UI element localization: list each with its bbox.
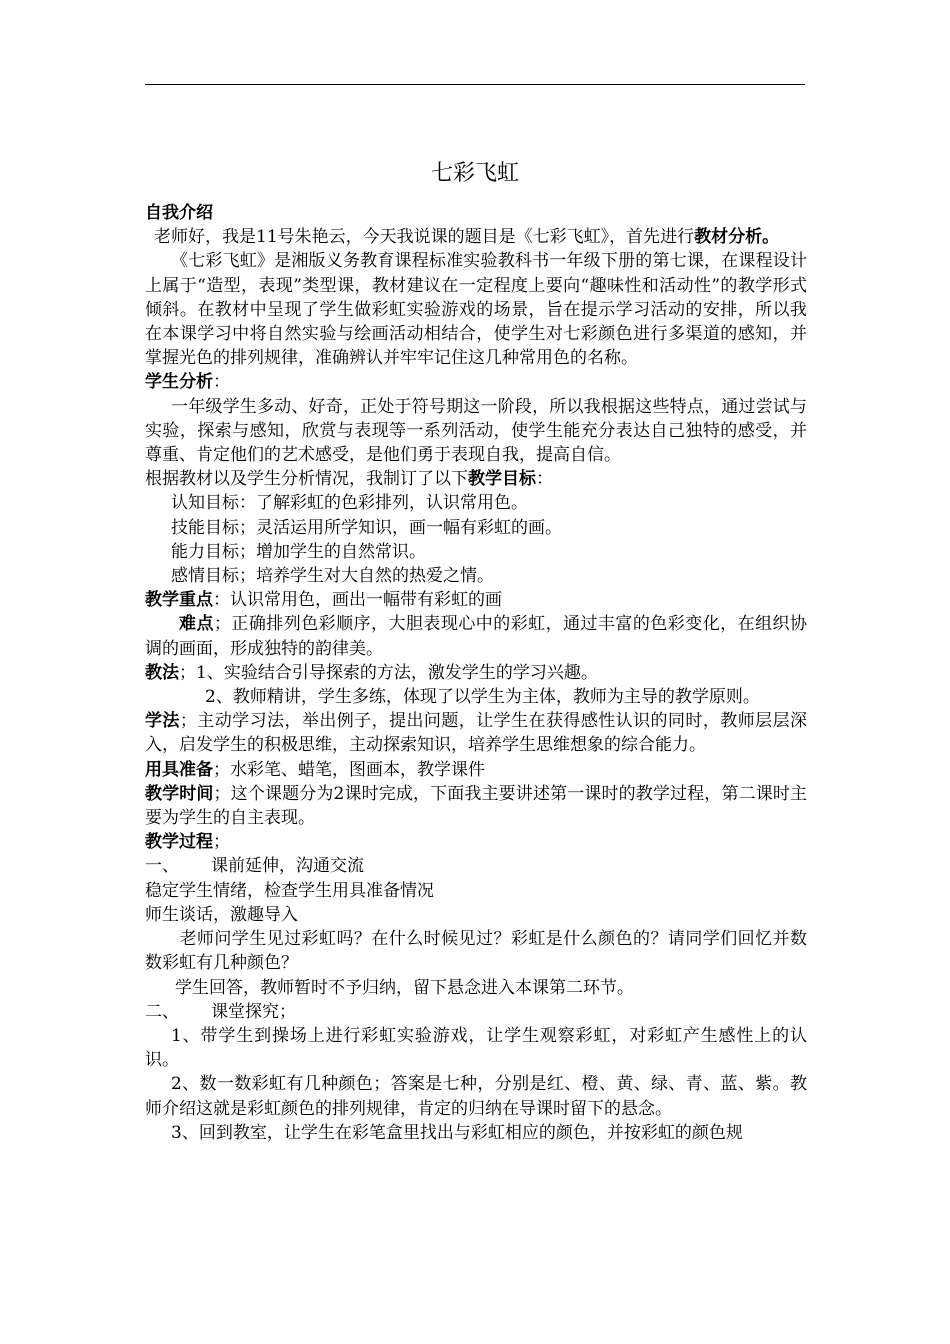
section-1-paragraph bbox=[145, 927, 807, 975]
header-rule bbox=[145, 84, 805, 85]
goals-lead bbox=[145, 467, 807, 491]
goals-lead-text: 根据教材以及学生分析情况，我制订了以下 bbox=[145, 469, 468, 490]
section-2-item: 2、数一数彩虹有几种颜色；答案是七种，分别是红、橙、黄、绿、青、蓝、紫。教师介绍这就是彩虹颜色的排列规律，肯定的归纳在导课时留下的悬念。 bbox=[145, 1074, 807, 1119]
textbook-paragraph: 《七彩飞虹》是湘版义务教育课程标准实验教科书一年级下册的第七课，在课程设计上属于“造型，表现”类型课，教材建议在一定程度上要向“趣味性和活动性”的教学形式倾斜。在教材中呈现了学生做彩虹实验游戏的场景，旨在提示学习活动的安排，所以我在本课学习中将自然实验与绘画活动相结合，使学生对七彩颜色进行多渠道的感知，并掌握光色的排列规律，准确辨认并牢牢记住这几种常用色的名称。 bbox=[145, 251, 807, 369]
section-1-line: 师生谈话，激趣导入 bbox=[145, 904, 298, 925]
document-title: 七彩飞虹 bbox=[430, 161, 519, 186]
key-point-label: 教学重点 bbox=[145, 590, 213, 611]
process-label: 教学过程 bbox=[145, 832, 213, 853]
learning-method bbox=[145, 709, 807, 757]
goal-item: 感情目标；培养学生对大自然的热爱之情。 bbox=[171, 566, 494, 587]
difficulty bbox=[145, 612, 807, 660]
learning-text: ；主动学习法，举出例子，提出问题，让学生在获得感性认识的同时，教师层层深入，启发学生的积极思维，主动探索知识，培养学生思维想象的综合能力。 bbox=[145, 711, 808, 756]
section-1-number: 一、 bbox=[145, 856, 179, 877]
methods-text-1: ；1、实验结合引导探索的方法，激发学生的学习兴趣。 bbox=[179, 662, 598, 683]
goals-heading: 教学目标 bbox=[468, 469, 536, 490]
section-2-number: 二、 bbox=[145, 1001, 179, 1022]
key-point-text: ：认识常用色，画出一幅带有彩虹的画 bbox=[213, 590, 502, 611]
section-1-para-text: 老师问学生见过彩虹吗？在什么时候见过？彩虹是什么颜色的？请同学们回忆并数数彩虹有几种颜色？ bbox=[145, 929, 807, 974]
intro-heading: 自我介绍 bbox=[145, 203, 213, 223]
tools bbox=[145, 758, 807, 782]
methods-item-1 bbox=[145, 661, 807, 685]
section-1-line: 稳定学生情绪，检查学生用具准备情况 bbox=[145, 880, 434, 901]
tools-label: 用具准备 bbox=[145, 759, 213, 780]
time-label: 教学时间 bbox=[145, 783, 214, 804]
students-heading bbox=[145, 370, 807, 394]
students-paragraph: 一年级学生多动、好奇，正处于符号期这一阶段，所以我根据这些特点，通过尝试与实验，探索与感知，欣赏与表现等一系列活动，使学生能充分表达自己独特的感受，并尊重、肯定他们的艺术感受，是他们勇于表现自我，提高自信。 bbox=[145, 396, 807, 466]
goal-item: 技能目标；灵活运用所学知识，画一幅有彩虹的画。 bbox=[171, 517, 562, 538]
teaching-time bbox=[145, 782, 807, 830]
key-point bbox=[145, 588, 807, 612]
section-1-paragraph: 学生回答，教师暂时不予归纳，留下悬念进入本课第二环节。 bbox=[175, 977, 634, 998]
process-heading bbox=[145, 830, 807, 854]
students-heading-colon: ： bbox=[213, 372, 230, 393]
document-body bbox=[145, 201, 807, 1145]
methods-item-2: 2、教师精讲，学生多练，体现了以学生为主体，教师为主导的教学原则。 bbox=[205, 687, 760, 708]
intro-emphasis: 教材分析。 bbox=[694, 227, 780, 248]
intro-text: 老师好，我是11号朱艳云，今天我说课的题目是《七彩飞虹》，首先进行 bbox=[154, 227, 695, 248]
students-heading-label: 学生分析 bbox=[145, 372, 213, 393]
section-1-title: 课前延伸，沟通交流 bbox=[211, 856, 364, 877]
difficulty-label: 难点 bbox=[179, 614, 214, 635]
goal-item: 能力目标；增加学生的自然常识。 bbox=[171, 541, 426, 562]
goals-heading-colon: ： bbox=[536, 469, 553, 490]
section-2-item: 3、回到教室，让学生在彩笔盒里找出与彩虹相应的颜色，并按彩虹的颜色规 bbox=[171, 1122, 743, 1143]
section-2-heading bbox=[145, 1000, 807, 1024]
learning-label: 学法 bbox=[145, 711, 180, 732]
section-1-heading bbox=[145, 854, 807, 878]
process-colon: ； bbox=[213, 832, 230, 853]
time-text: ；这个课题分为2课时完成，下面我主要讲述第一课时的教学过程，第二课时主要为学生的自主表现。 bbox=[145, 783, 807, 829]
section-2-item: 1、带学生到操场上进行彩虹实验游戏，让学生观察彩虹，对彩虹产生感性上的认识。 bbox=[145, 1025, 807, 1071]
intro-paragraph bbox=[145, 225, 807, 249]
difficulty-text: ；正确排列色彩顺序，大胆表现心中的彩虹，通过丰富的色彩变化，在组织协调的画面，形成独特的韵律美。 bbox=[145, 614, 808, 659]
tools-text: ；水彩笔、蜡笔，图画本，教学课件 bbox=[213, 759, 485, 780]
goal-item: 认知目标：了解彩虹的色彩排列，认识常用色。 bbox=[171, 493, 528, 514]
section-2-title: 课堂探究； bbox=[211, 1001, 296, 1022]
methods-label: 教法 bbox=[145, 662, 179, 683]
